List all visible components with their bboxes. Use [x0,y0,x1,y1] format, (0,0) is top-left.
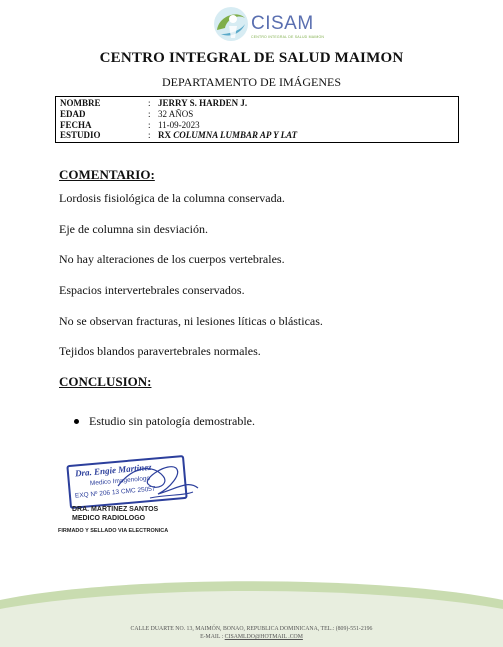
comentario-heading: COMENTARIO: [59,167,155,182]
separator: : [148,119,151,130]
conclusion-item [74,414,255,429]
bullet-icon [74,419,79,424]
patient-info-box [55,96,459,143]
study-type-row [60,130,454,141]
comentario-paragraph: No hay alteraciones de los cuerpos vertebrales. [59,252,285,266]
logo-emblem-icon [207,4,253,44]
stamp-role: Medico Imagenologo [89,474,151,488]
doctor-title: MEDICO RADIOLOGO [72,515,146,522]
study-name: COLUMNA LUMBAR AP Y LAT [173,130,298,141]
cisam-logo [207,4,325,44]
study-date-row [60,120,454,131]
comentario-paragraph: No se observan fracturas, ni lesiones líticas o blásticas. [59,314,323,328]
study-date-label: FECHA [60,119,92,130]
separator: : [148,98,151,108]
stamp-license: EXQ Nº 206 13 CMC 25057 [74,485,156,500]
footer-email-label: E-MAIL : [200,634,224,640]
study-prefix: RX [158,130,171,141]
stamp-name: Dra. Engie Martinez [74,461,152,479]
electronic-signature-note: FIRMADO Y SELLADO VIA ELECTRONICA [58,528,169,534]
conclusion-heading: CONCLUSION: [59,374,152,389]
patient-age-label: EDAD [60,108,86,119]
footer-email-line [0,634,503,640]
logo-brand-text: CISAM [251,13,314,34]
logo-tagline: CENTRO INTEGRAL DE SALUD MAIMON [251,35,325,39]
study-date-value: 11-09-2023 [158,119,200,130]
patient-age-row [60,109,454,120]
center-title: CENTRO INTEGRAL DE SALUD MAIMON [99,50,404,66]
footer-email-link[interactable]: CISAMLDO@HOTMAIL .COM [224,634,303,640]
study-type-label: ESTUDIO [60,130,101,141]
comentario-paragraph: Lordosis fisiológica de la columna conservada. [59,191,285,205]
doctor-name: DRA. MARTINEZ SANTOS [72,506,159,513]
comentario-paragraph: Tejidos blandos paravertebrales normales. [59,344,261,358]
patient-name-row [60,98,454,109]
separator: : [148,108,151,119]
comentario-paragraph: Espacios intervertebrales conservados. [59,283,245,297]
signature-block [58,458,208,536]
conclusion-item-text: Estudio sin patología demostrable. [89,414,255,428]
patient-age-value: 32 AÑOS [158,108,194,119]
comentario-paragraph: Eje de columna sin desviación. [59,222,208,236]
department-title: DEPARTAMENTO DE IMÁGENES [162,75,341,89]
separator: : [148,130,151,141]
patient-name-label: NOMBRE [60,98,101,108]
footer-address: CALLE DUARTE NO. 13, MAIMÓN, BONAO, REPUBLICA DOMINICANA, TEL.: (809)-551-2196 [130,626,373,632]
handwritten-signature-icon [58,458,208,508]
patient-name-value: JERRY S. HARDEN J. [158,98,248,108]
study-type-value [158,130,297,141]
